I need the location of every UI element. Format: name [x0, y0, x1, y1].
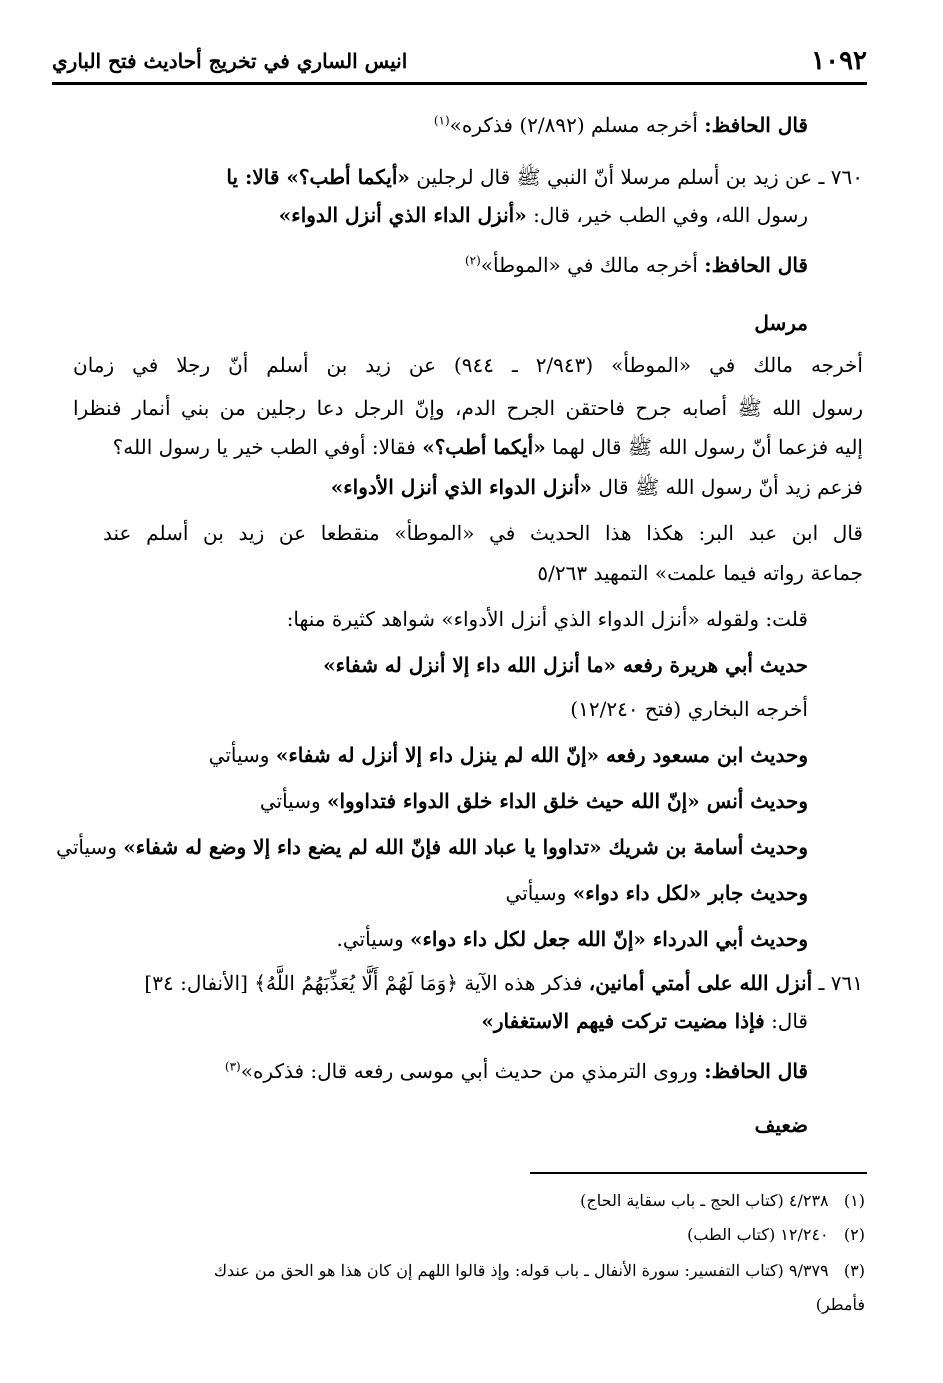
- line-bold: «أيكما أطب؟» قالا: يا: [226, 165, 410, 189]
- paragraph-line: رسول الله ﷺ أصابه جرح فاحتقن الجرح الدم، وإنّ الرجل دعا رجلين من بني أنمار فنظرا: [73, 396, 863, 420]
- hadith-line: [260, 788, 808, 814]
- footnote: [687, 1224, 865, 1246]
- line-text: وروى الترمذي من حديث أبي موسى رفعه قال: فذكره»: [240, 1059, 698, 1083]
- quran-verse: ﴿وَمَا لَهُمْ أَلَّا يُعَذِّبَهُمُ اللَّهُ﴾ [الأنفال: ٣٤]: [144, 971, 458, 995]
- hadith-760-line-1: [73, 164, 863, 190]
- text-line: [434, 112, 808, 138]
- paragraph-line: أخرجه مالك في «الموطأ» (٢/٩٤٣ ـ ٩٤٤) عن زيد بن أسلم أنّ رجلا في زمان: [73, 353, 863, 377]
- paragraph-line: قلت: ولقوله «أنزل الدواء الذي أنزل الأدواء» شواهد كثيرة منها:: [286, 607, 808, 631]
- footnote-text: ٩/٣٧٩ (كتاب التفسير: سورة الأنفال ـ باب قوله: وإذ قالوا اللهم إن كان هذا هو الحق من عندك: [213, 1261, 829, 1280]
- line-text: فزعم زيد أنّ رسول الله ﷺ قال: [598, 475, 863, 499]
- footnote-continuation: فأمطر): [815, 1295, 865, 1314]
- footnote-ref: (٣): [224, 1059, 241, 1074]
- book-title: انيس الساري في تخريج أحاديث فتح الباري: [52, 49, 408, 73]
- hadith-line: [209, 742, 808, 768]
- line-text: قال:: [771, 1009, 808, 1033]
- line-text: فذكر هذه الآية: [464, 971, 583, 995]
- line-bold: «أنزل الدواء الذي أنزل الأدواء»: [330, 475, 593, 499]
- footnote-text: ١٢/٢٤٠ (كتاب الطب): [687, 1225, 829, 1244]
- paragraph-line: [331, 474, 863, 500]
- line-tail: وسيأتي: [505, 881, 567, 905]
- line-tail: وسيأتي.: [336, 927, 404, 951]
- line-bold: أنزل الله على أمتي أمانين،: [588, 971, 813, 995]
- footnote-ref: (٢): [464, 253, 481, 268]
- label-qal-alhafiz: قال الحافظ:: [704, 113, 808, 137]
- grade-mursal: مرسل: [754, 311, 808, 335]
- line-text: أخرجه مسلم (٢/٨٩٢) فذكره»: [449, 113, 698, 137]
- line-text: رسول الله، وفي الطب خير، قال:: [533, 203, 808, 227]
- hadith-line: [56, 834, 808, 860]
- footnote-rule: [530, 1172, 867, 1174]
- label-qal-alhafiz: قال الحافظ:: [704, 253, 808, 277]
- footnote-number: (٢): [843, 1225, 865, 1244]
- footnote-text: ٤/٢٣٨ (كتاب الحج ـ باب سقاية الحاج): [580, 1191, 829, 1210]
- paragraph-line: [73, 434, 863, 460]
- footnote: [580, 1190, 865, 1212]
- paragraph-line: جماعة رواته فيما علمت» التمهيد ٥/٢٦٣: [537, 561, 863, 585]
- page: [52, 40, 867, 85]
- text-line: [465, 252, 808, 278]
- line-text: إليه فزعما أنّ رسول الله ﷺ قال لهما: [552, 435, 863, 459]
- hadith-760-line-2: [279, 202, 808, 228]
- line-bold: وحديث أسامة بن شريك «تداووا يا عباد الله فإنّ الله لم يضع داء إلا وضع له شفاء»: [123, 835, 808, 859]
- hadith-line: [337, 926, 808, 952]
- hadith-number: ٧٦١ ـ: [818, 971, 863, 995]
- hadith-number: ٧٦٠ ـ: [818, 165, 863, 189]
- line-bold: وحديث أبي الدرداء «إنّ الله جعل لكل داء دواء»: [410, 927, 808, 951]
- line-tail: فقالا: أوفي الطب خير يا رسول الله؟: [112, 435, 416, 459]
- label-qal-alhafiz: قال الحافظ:: [704, 1059, 808, 1083]
- line-text: عن زيد بن أسلم مرسلا أنّ النبي ﷺ قال لرجلين: [416, 165, 813, 189]
- line-bold: وحديث أنس «إنّ الله حيث خلق الداء خلق الدواء فتداووا»: [326, 789, 808, 813]
- paragraph-line: قال ابن عبد البر: هكذا هذا الحديث في «الموطأ» منقطعا عن زيد بن أسلم عند: [103, 521, 863, 545]
- line-tail: وسيأتي: [259, 789, 321, 813]
- hadith-761-line-1: [73, 970, 863, 996]
- line-bold: فإذا مضيت تركت فيهم الاستغفار»: [481, 1009, 765, 1033]
- footnote-number: (١): [843, 1191, 865, 1210]
- text-line: [225, 1058, 808, 1084]
- line-text: أخرجه مالك في «الموطأ»: [480, 253, 698, 277]
- line-bold: وحديث ابن مسعود رفعه «إنّ الله لم ينزل داء إلا أنزل له شفاء»: [275, 743, 808, 767]
- line-bold: «أيكما أطب؟»: [422, 435, 546, 459]
- hadith-line: حديث أبي هريرة رفعه «ما أنزل الله داء إلا أنزل له شفاء»: [323, 653, 808, 677]
- footnote-ref: (١): [433, 113, 450, 128]
- line-tail: وسيأتي: [56, 835, 117, 859]
- hadith-line: أخرجه البخاري (فتح ١٢/٢٤٠): [570, 697, 808, 721]
- line-bold: «أنزل الداء الذي أنزل الدواء»: [278, 203, 527, 227]
- line-bold: وحديث جابر «لكل داء دواء»: [572, 881, 808, 905]
- footnote: [65, 1260, 865, 1282]
- page-number: ١٠٩٢: [811, 46, 867, 76]
- hadith-line: [506, 880, 808, 906]
- footnote-number: (٣): [843, 1261, 865, 1280]
- grade-daif: ضعيف: [754, 1113, 808, 1137]
- page-header: [52, 40, 867, 85]
- hadith-761-line-2: [481, 1008, 808, 1034]
- line-tail: وسيأتي: [208, 743, 270, 767]
